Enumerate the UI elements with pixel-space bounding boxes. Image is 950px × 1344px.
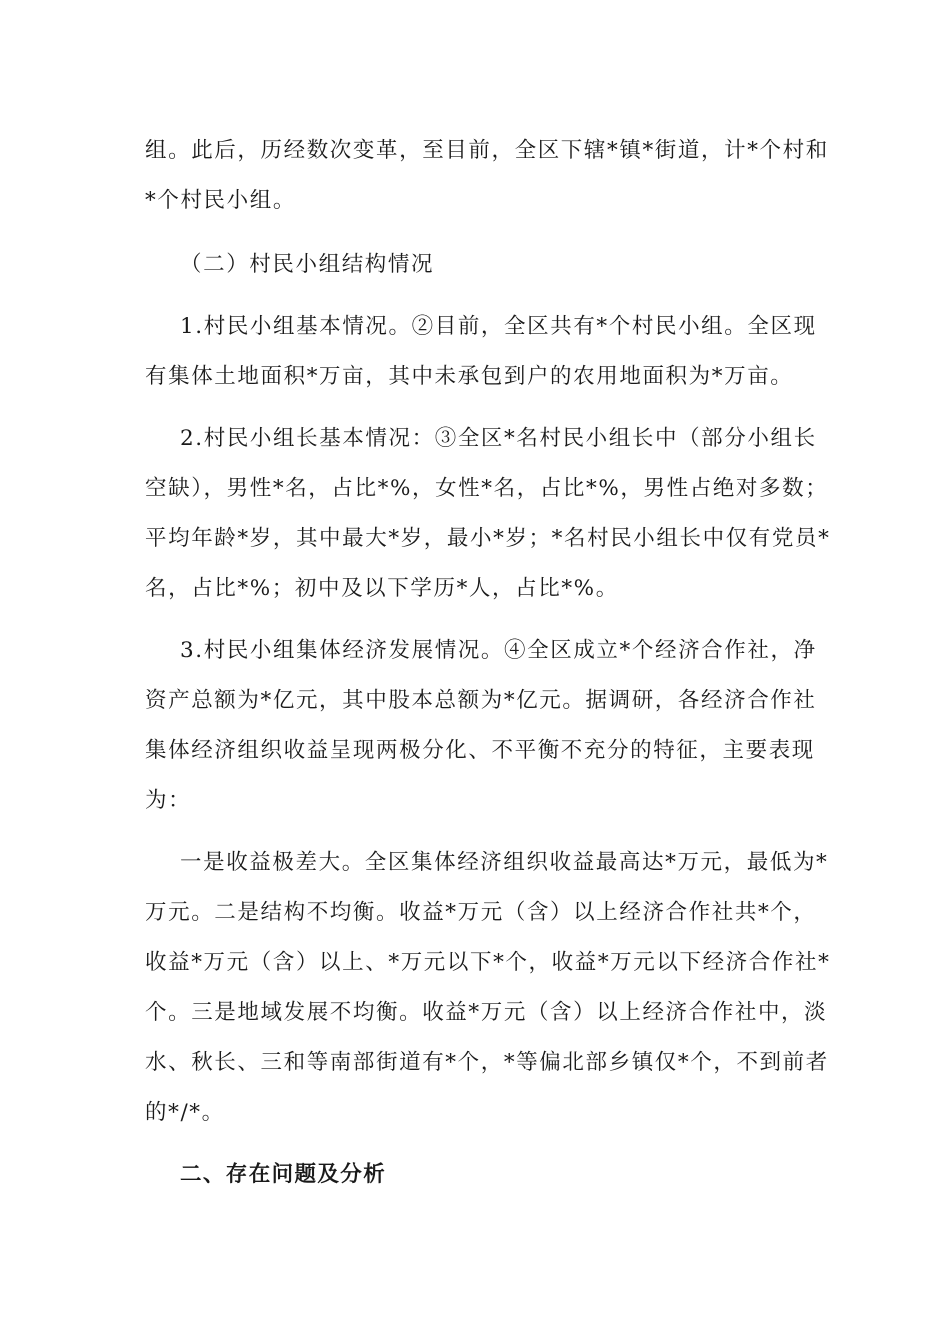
paragraph-line: 平均年龄*岁，其中最大*岁，最小*岁；*名村民小组长中仅有党员* [145,526,831,551]
section-subheading: （二）村民小组结构情况 [180,252,435,277]
paragraph-line: 2.村民小组长基本情况：③全区*名村民小组长中（部分小组长 [180,426,817,451]
paragraph-line: 收益*万元（含）以上、*万元以下*个，收益*万元以下经济合作社* [145,950,831,975]
paragraph-line: 有集体土地面积*万亩，其中未承包到户的农用地面积为*万亩。 [145,364,794,389]
paragraph-line: 为： [145,788,192,813]
paragraph-line: 水、秋长、三和等南部街道有*个，*等偏北部乡镇仅*个，不到前者 [145,1050,829,1075]
paragraph-line: 万元。二是结构不均衡。收益*万元（含）以上经济合作社共*个， [145,900,817,925]
paragraph-line: 1.村民小组基本情况。②目前，全区共有*个村民小组。全区现 [180,314,817,339]
paragraph-line: 资产总额为*亿元，其中股本总额为*亿元。据调研，各经济合作社 [145,688,817,713]
paragraph-line: 的*/*。 [145,1100,225,1125]
paragraph-line: 空缺），男性*名，占比*%，女性*名，占比*%，男性占绝对多数； [145,476,829,501]
paragraph-line: 3.村民小组集体经济发展情况。④全区成立*个经济合作社，净 [180,638,817,663]
paragraph-line: 个。三是地域发展不均衡。收益*万元（含）以上经济合作社中，淡 [145,1000,828,1025]
paragraph-line: *个村民小组。 [145,188,296,213]
paragraph-line: 组。此后，历经数次变革，至目前，全区下辖*镇*街道，计*个村和 [145,138,829,163]
paragraph-line: 集体经济组织收益呈现两极分化、不平衡不充分的特征，主要表现 [145,738,815,763]
paragraph-line: 一是收益极差大。全区集体经济组织收益最高达*万元，最低为* [180,850,829,875]
section-heading: 二、存在问题及分析 [180,1162,387,1187]
paragraph-line: 名，占比*%；初中及以下学历*人，占比*%。 [145,576,619,601]
